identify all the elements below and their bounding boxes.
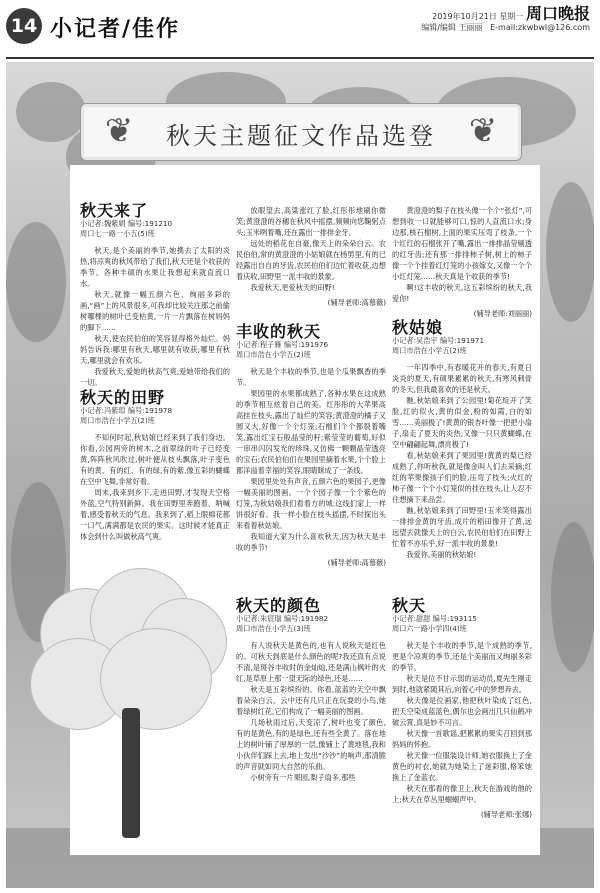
title-banner — [80, 103, 522, 161]
paragraph: 秋天,就像一幅五颜六色、绚丽多彩的画,“画”上的风景很多,可我却比较关注那之前偷树哪棵的树叶已变枯黄,一片一片飘落在树妈妈的脚下…… — [80, 290, 230, 332]
paragraph: 有人说秋天是黄色的,也有人说秋天是红色的。可秋天到底是什么颜色的呢?我还真有点说不清,是斑谷丰收时的金灿灿,还是满山枫叶的火红,是草原上那一望无际的绿色,还是…… — [236, 641, 386, 683]
maple-leaf-icon: ❦ — [468, 111, 498, 151]
header-rule — [6, 57, 594, 59]
paragraph: 秋天是五彩缤纷的。你看,蓝蓝的天空中飘着朵朵白云。云中还有几只正在玩耍的小鸟,她着绿树红花,它们构成了一幅美丽的图画。 — [236, 685, 386, 716]
paragraph: 不知何时起,秋姑娘已经来到了我们身边。你看,公园两旁的树木,之前翠绿的叶子已经变黄,阵阵秋风吹过,树叶便从枝头飘落,叶子变色有的黄、有的红、有的绿,有的紫,像五彩的蝴蝶在空中飞舞,非常好看。 — [80, 433, 230, 486]
paragraph: 秋天像一位服装设计师,她衣服换上了金黄色的衬衣,她就为她染上了迷彩服,格笨她换上了金蓝衣。 — [392, 751, 532, 782]
author-line: 小记者:冯紫瑄 编号:191978 — [80, 406, 173, 415]
paragraph: 瞧,秋姑娘来到了田野里!玉米笑得露出一排排金黄的牙齿,成片的稻田像开了黄,远远望去就像天上的白云,农民伯伯们在田野上忙着不亦乐乎,好一派丰收的景象! — [392, 506, 532, 548]
school-line: 周口市浩在小学五(2)班 — [392, 346, 467, 355]
paper-name: 周口晚报 — [525, 4, 590, 23]
paragraph: 秋天,使农民伯伯的笑容显得格外灿烂。妈妈告诉我:哪里有秋天,哪里就有收获;哪里有秋天,哪里就会有欢乐。 — [80, 334, 230, 365]
article-tianye-continued — [236, 205, 386, 308]
article-byline — [392, 336, 532, 356]
masthead — [0, 0, 600, 60]
article-fengshou-de-qiutian — [236, 322, 386, 568]
tree-illustration — [30, 568, 230, 838]
paragraph: 一年四季中,有春暖花开的春天,有夏日炎炎的夏天,有硕果累累的秋天,有寒风刺骨的冬天,但我最喜欢的还是秋天。 — [392, 363, 532, 394]
author-line: 小记者:吴浩宇 编号:191971 — [392, 336, 485, 345]
paragraph: 周末,我来到乡下,走进田野,才发现天空格外蓝,空气特别新鲜。我在田野里奔跑着、呐喊着,感受着秋天的气息。我来到了,稻上眼棉花都一口气,满满都是农民的果实。这时候才能真正体会到什么叫做秋高气爽。 — [80, 488, 230, 541]
author-line: 小记者:甜甜 编号:193115 — [392, 614, 477, 623]
paragraph: 远处的稻花在自豪,像天上的朵朵白云。农民伯伯,常的黄澄澄的小姑娘就在杨男里,有的已经露出自自的牙齿,农民伯伯们边忙着收获,边想着庆收,田野里一派丰收的景象。 — [236, 239, 386, 281]
editor-credit: 编辑/编辑 王丽丽 — [421, 23, 483, 32]
paragraph: 秋天像一首歌谣,把累累的果实召回到那妈妈的怀抱。 — [392, 729, 532, 749]
paragraph: 我爱秋天,更爱秋天的田野! — [250, 283, 335, 292]
issue-date: 2019年10月21日 星期一 — [432, 12, 524, 21]
teacher-credit: (辅导老师:刘丽丽) — [473, 309, 532, 318]
article-title: 秋姑娘 — [392, 318, 444, 337]
author-line: 小记者:魏紫娟 编号:191210 — [80, 219, 173, 228]
article-title: 丰收的秋天 — [236, 322, 322, 341]
article-title: 秋天来了 — [80, 201, 149, 220]
author-line: 小记者:朱宸瑞 编号:191982 — [236, 614, 329, 623]
school-line: 周口市浩在小学五(2)班 — [80, 416, 155, 425]
teacher-credit: (辅导老师:高慕薇) — [327, 298, 386, 307]
paragraph: 秋天,是个美丽的季节,她携去了太阳的炎热,将凉爽的秋风带给了我们,秋天还是个收获的季节。各种丰硕的水果让我想起来就直流口水。 — [80, 246, 230, 288]
paragraph: 果园里的水果都成熟了,各种水果在这成熟的季节相互炫着自己的美。红彤彤的大苹果高高挂在枝头,露出了灿烂的笑容;黄澄澄的橘子又圆又大,好像一个个灯笼;石榴们个个都裂着嘴笑,露出红宝石般晶莹的籽;紫莹莹的葡萄,好似一串串闪闪发光的珍珠,又仿佛一颗颗晶莹透亮的宝石;农民伯伯们在果园里摘着水果,个个脸上都洋溢着幸福的笑容,眼睛眯成了一条线。 — [236, 389, 386, 475]
paragraph: 秋天是位不甘示弱的运动员,夏先生刚走到时,他就紧随其后,向着心中的梦想奔去。 — [392, 674, 532, 694]
article-title: 秋天的田野 — [80, 388, 166, 407]
teacher-credit: (辅导老师:高慕薇) — [327, 558, 386, 567]
paragraph: 黄澄澄的梨子在枝头像一个个“张灯”,可想到收一口就能够可口,惊的人直流口水;身边那,核石榴树,上面的果实压弯了枝条,一个个红红的石榴张开了嘴,露出一排排晶莹剔透的红牙齿;还有那一排排柿子树,树上的柿子像一个个挂着红灯笼的小孩嫁女,又像一个个小红灯笼……秋天真是个收获的季节! — [392, 206, 532, 281]
paragraph: 几场秋雨过后,天变凉了,树叶也变了颜色,有的是黄色,有的是绿色,还有些全黄了。落在地上的树叶铺了厚厚的一层,像铺上了黄地毯,我和小伙伴们踩上去,地上发出“沙沙”的响声,那清脆的声音就如同大自然的乐曲。 — [236, 718, 386, 771]
paragraph: 放眼望去,高粱涨红了脸,红彤彤地刷你微笑;黄澄澄的谷穗在秋风中摇摆,频频向您鞠躬点头;玉米咧着嘴,还在露出一排排金牙。 — [236, 206, 386, 237]
article-top-continued — [392, 205, 532, 319]
paper-info — [421, 4, 590, 33]
page-number: 14 — [6, 8, 42, 44]
article-qiutian — [392, 596, 532, 820]
paragraph: 我知道大家为什么喜欢秋天,因为秋天是丰收的季节! — [236, 532, 386, 552]
article-title: 秋天的颜色 — [236, 596, 322, 615]
paragraph: 小树旁有一片果园,梨子扇多,那些 — [250, 773, 356, 782]
email: E-mail:zkwbwl@126.com — [490, 23, 590, 32]
teacher-credit: (辅导老师:张娜) — [480, 810, 532, 819]
article-qiutian-de-yanse — [236, 596, 386, 783]
paragraph: 果园里处处有声音,五颜六色的果园子,更像一幅美丽的图画。一个个园子像一个个紫色的灯笼,为秋姑娘我们看着方的城:这线们家上一样饼很好看。我一样小脸在枝头摇摆,不时探出头来看着秋姑娘。 — [236, 477, 386, 530]
paragraph: 瞧,秋姑娘来到了公园里!菊花绽开了笑脸,红的似火,黄的似金,粉的如霞,白的如雪……美丽极了!黄黄的银杏叶像一把把小扇子,扇走了夏天的炎热;又像一只只黄蝴蝶,在空中翩翩起舞,漂亮极了! — [392, 396, 532, 449]
article-byline — [80, 406, 230, 426]
school-line: 周口市浩在小学五(2)班 — [236, 350, 311, 359]
article-byline — [392, 614, 532, 634]
paragraph: 秋天像是位画家,他把秋叶染成了红色,把天空染成蓝蓝色,偶尔也会画出几只仙鹤冲破云霄,真是妙不可言。 — [392, 696, 532, 727]
paragraph: 秋天是个丰收的季节,是个成熟的季节,更是个凉爽的季节,还是个美丽而又绚丽多彩的季节。 — [392, 641, 532, 672]
paragraph: 看,秋姑娘来到了果园里!黄黄的梨已经成熟了,你听秋我,就是像金叫人们去采摘;红红的苹果像孩子们的脸,压弯了枝头;火红的柿子像一个个小灯笼似的挂在枝头,让人忍不住想摘下来品尝。 — [392, 451, 532, 504]
section-title: 小记者/佳作 — [50, 17, 181, 42]
school-line: 周口市浩在小学五(3)班 — [236, 624, 311, 633]
article-qiutian-laile — [80, 201, 230, 388]
school-line: 周口六一路小学四(4)班 — [392, 624, 467, 633]
paragraph: 秋天在那看的像卫上,秋天在游戏的他的上;秋天在草丛里蝈蝈声中。 — [392, 784, 532, 804]
author-line: 小记者:程子雁 编号:191976 — [236, 340, 329, 349]
paragraph: 我爱秋天,爱她的秋高气爽,爱她带给我们的一切。 — [80, 367, 230, 387]
school-line: 周口七一路一小五(5)班 — [80, 229, 155, 238]
banner-title: 秋天主题征文作品选登 — [166, 122, 436, 150]
article-title: 秋天 — [392, 596, 427, 615]
article-qiutian-de-tianye — [80, 388, 230, 542]
article-byline — [236, 340, 386, 360]
paragraph: 我爱你,美丽的秋姑娘! — [406, 550, 477, 559]
article-qiu-guniang — [392, 318, 532, 560]
article-byline — [80, 219, 230, 239]
article-byline — [236, 614, 386, 634]
paragraph: 秋天是个丰收的季节,也是个瓜果飘香的季节。 — [236, 367, 386, 387]
paragraph: 啊!这丰收的秋天,这五彩缤纷的秋天,我爱你! — [392, 283, 532, 303]
maple-leaf-icon: ❦ — [104, 111, 134, 151]
